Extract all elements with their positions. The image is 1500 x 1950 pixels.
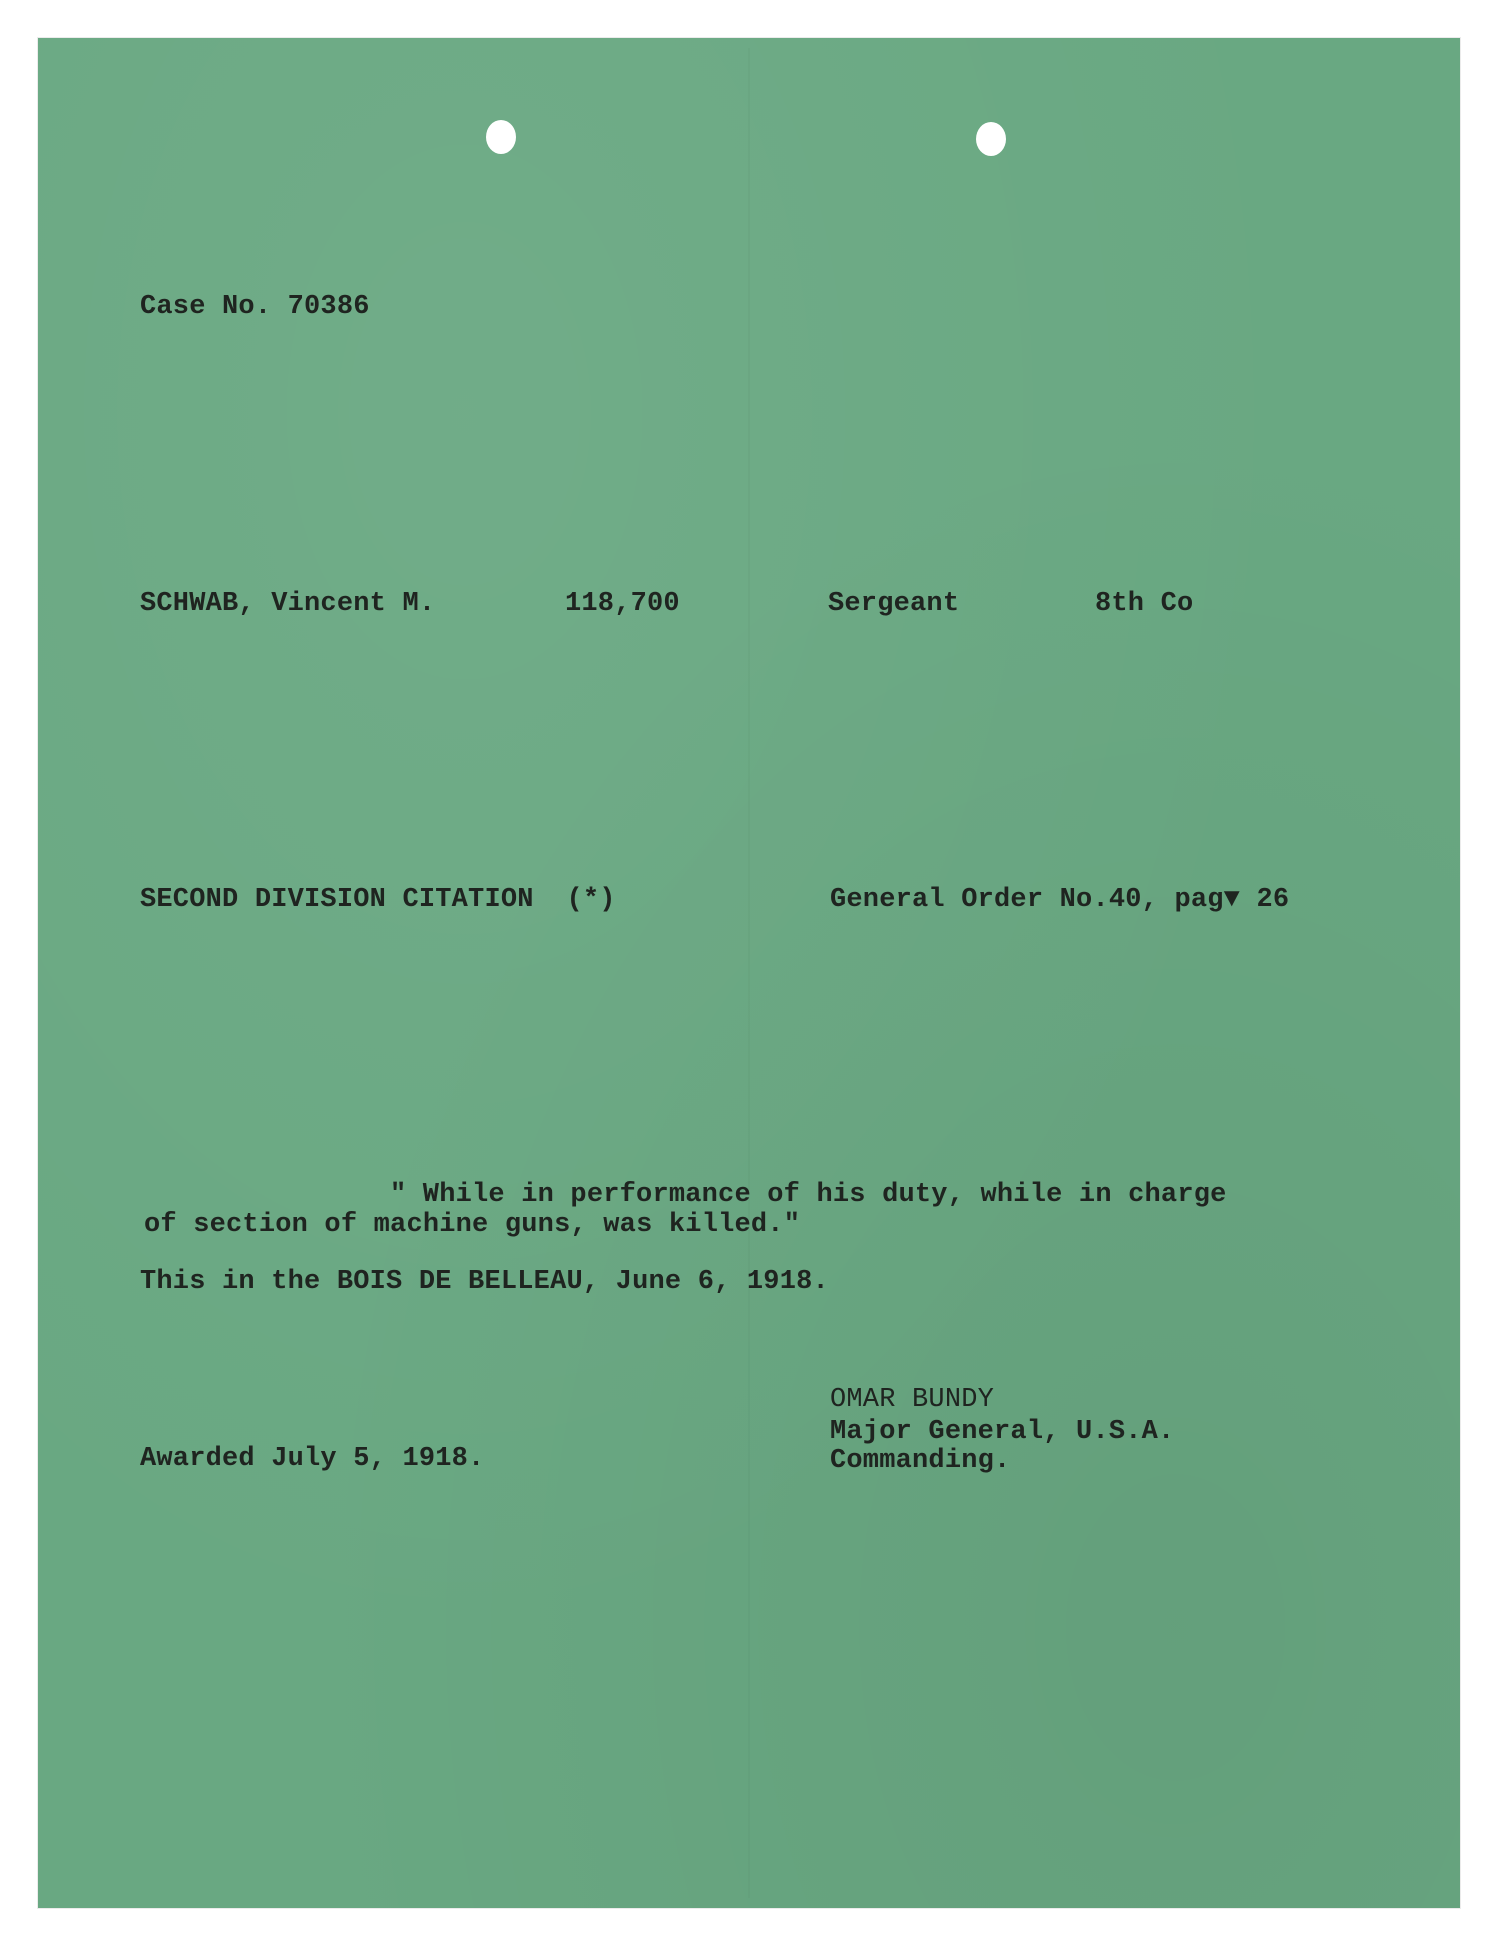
citation-title: SECOND DIVISION CITATION (*) [140, 885, 616, 915]
award-date: Awarded July 5, 1918. [140, 1444, 485, 1474]
signatory-role: Commanding. [830, 1446, 1011, 1476]
place-and-date: This in the BOIS DE BELLEAU, June 6, 1918. [140, 1267, 829, 1297]
general-order-reference: General Order No.40, pag▼ 26 [830, 885, 1290, 915]
person-name: SCHWAB, Vincent M. [140, 589, 436, 619]
punch-hole-left [486, 120, 516, 154]
citation-quote-line-1: " While in performance of his duty, while in charge [390, 1180, 1227, 1210]
citation-quote-line-2: of section of machine guns, was killed." [144, 1210, 801, 1240]
signatory-name: OMAR BUNDY [830, 1385, 995, 1415]
service-number: 118,700 [565, 589, 680, 619]
punch-hole-right [976, 122, 1006, 156]
center-fold-line [748, 48, 750, 1898]
signatory-title: Major General, U.S.A. [830, 1417, 1175, 1447]
case-number: Case No. 70386 [140, 292, 370, 322]
rank: Sergeant [828, 589, 960, 619]
unit: 8th Co [1095, 589, 1194, 619]
